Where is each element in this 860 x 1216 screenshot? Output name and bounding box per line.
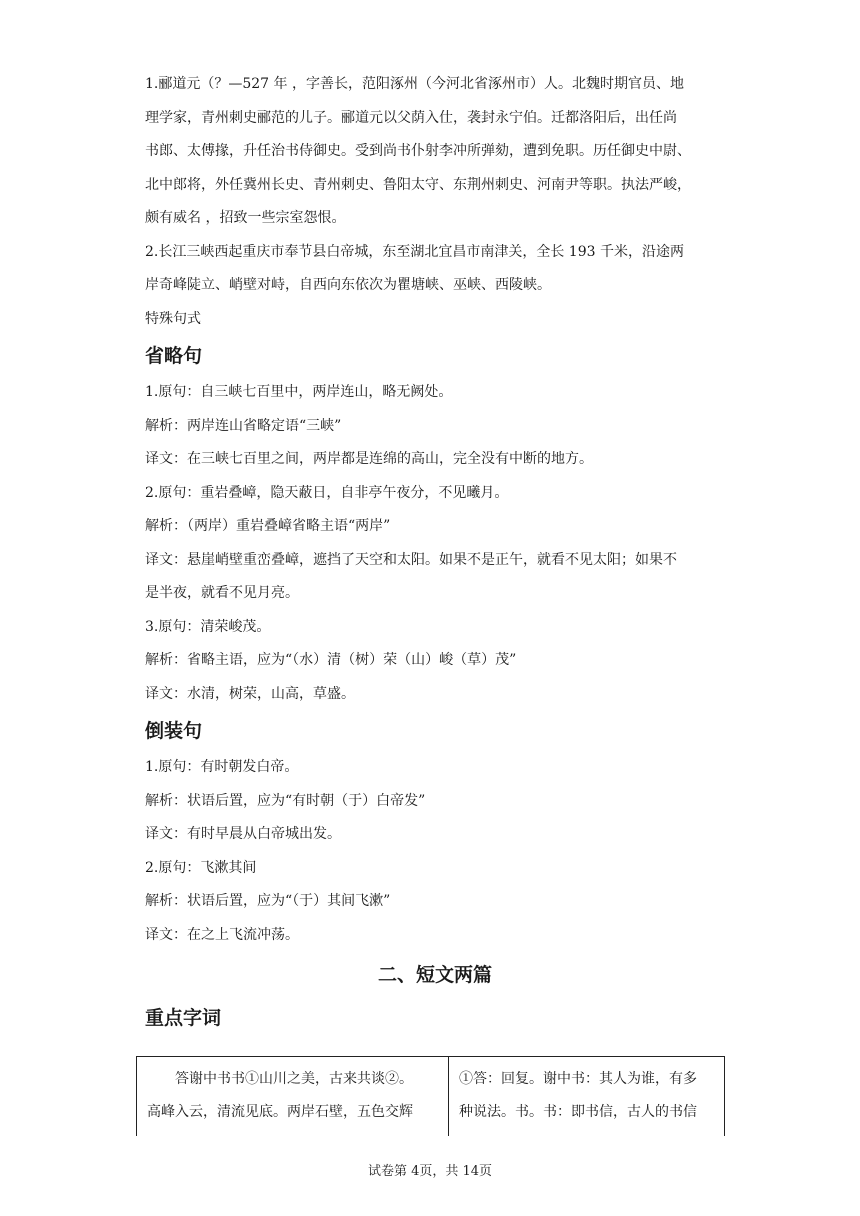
omission-line: 解析：（两岸）重岩叠嶂省略主语“两岸” (145, 518, 391, 534)
table-cell-notes (449, 1057, 724, 1136)
inversion-line: 解析：状语后置，应为“（于）其间飞漱” (145, 893, 391, 909)
omission-block (145, 376, 725, 711)
table-note-line: 种说法。书。书：即书信，古人的书信 (459, 1104, 697, 1120)
page-content (145, 68, 725, 1038)
special-sentence-label: 特殊句式 (145, 310, 201, 327)
intro-line: 理学家，青州刺史郦范的儿子。郦道元以父荫入仕，袭封永宁伯。迁都洛阳后，出任尚 (145, 109, 677, 126)
intro-line: 岸奇峰陡立、峭壁对峙，自西向东依次为瞿塘峡、巫峡、西陵峡。 (145, 277, 551, 293)
omission-line: 解析：两岸连山省略定语“三峡” (145, 417, 342, 434)
table-text-line: 高峰入云，清流见底。两岸石壁，五色交辉 (147, 1104, 413, 1120)
key-words-table (136, 1056, 725, 1136)
intro-line: 颇有威名 ，招致一些宗室怨恨。 (145, 210, 346, 226)
inversion-line: 译文：有时早晨从白帝城出发。 (145, 826, 341, 842)
inversion-line: 2.原句：飞漱其间 (145, 859, 257, 876)
omission-line: 译文：水清，树荣，山高，草盛。 (145, 685, 355, 702)
omission-line: 2.原句：重岩叠嶂，隐天蔽日，自非亭午夜分，不见曦月。 (145, 484, 509, 501)
intro-block (145, 68, 725, 336)
omission-line: 译文：悬崖峭壁重峦叠嶂，遮挡了天空和太阳。如果不是正午，就看不见太阳；如果不 (145, 551, 677, 568)
omission-line: 解析：省略主语，应为“（水）清（树）荣（山）峻（草）茂” (145, 652, 517, 668)
omission-heading: 省略句 (145, 345, 203, 367)
inversion-block (145, 751, 725, 952)
intro-line: 2.长江三峡西起重庆市奉节县白帝城，东至湖北宜昌市南津关，全长 193 千米，沿途两 (145, 243, 684, 260)
omission-line: 是半夜，就看不见月亮。 (145, 585, 299, 601)
inversion-line: 译文：在之上飞流冲荡。 (145, 926, 299, 943)
omission-line: 3.原句：清荣峻茂。 (145, 618, 271, 635)
omission-line: 译文：在三峡七百里之间，两岸都是连绵的高山，完全没有中断的地方。 (145, 451, 593, 467)
intro-line: 北中郎将，外任冀州长史、青州刺史、鲁阳太守、东荆州刺史、河南尹等职。执法严峻， (145, 176, 691, 193)
inversion-line: 解析：状语后置，应为“有时朝（于）白帝发” (145, 792, 426, 809)
omission-line: 1.原句：自三峡七百里中，两岸连山，略无阙处。 (145, 384, 453, 400)
intro-line: 1.郦道元（？—527 年 ，字善长，范阳涿州（今河北省涿州市）人。北魏时期官员、地 (145, 76, 684, 92)
table-text-line: 答谢中书书①山川之美，古来共谈②。 (175, 1071, 413, 1087)
inversion-line: 1.原句：有时朝发白帝。 (145, 759, 299, 775)
section-two-title: 二、短文两篇 (377, 964, 492, 986)
table-cell-text (137, 1057, 449, 1136)
inversion-heading: 倒装句 (145, 720, 203, 742)
intro-line: 书郎、太傅掾，升任治书侍御史。受到尚书仆射李冲所弹劾，遭到免职。历任御史中尉、 (145, 143, 691, 159)
table-note-line: ①答：回复。谢中书：其人为谁，有多 (459, 1071, 697, 1087)
page-footer: 试卷第 4页，共 14页 (367, 1164, 493, 1179)
key-words-heading: 重点字词 (145, 1007, 222, 1029)
